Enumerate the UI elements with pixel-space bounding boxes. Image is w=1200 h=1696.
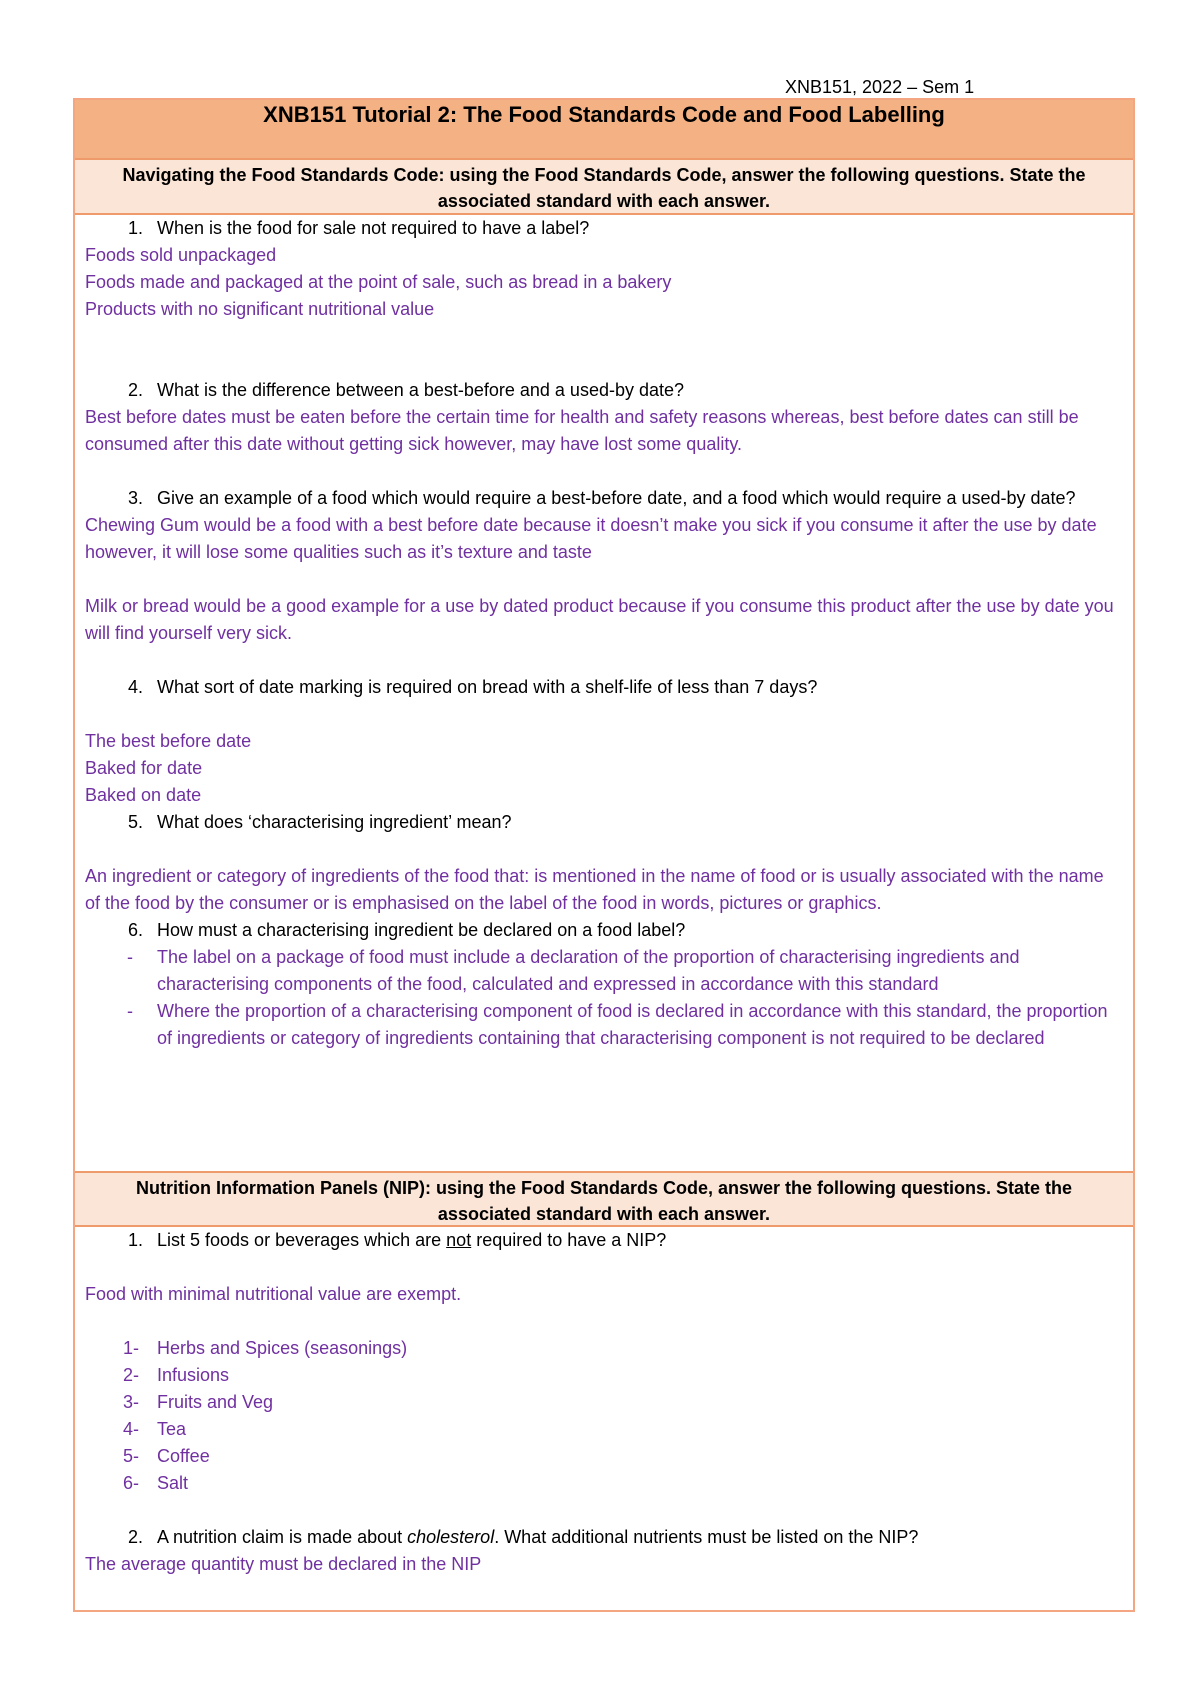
answer-line: Baked on date <box>85 785 202 805</box>
list-number: 2- <box>123 1365 140 1385</box>
list-item <box>85 1416 1123 1443</box>
list-item <box>85 1470 1123 1497</box>
nip-question-1 <box>85 1227 1123 1254</box>
section2-body <box>75 1227 1133 1610</box>
answer-line: Foods made and packaged at the point of sale, such as bread in a bakery <box>85 272 672 292</box>
section2-heading <box>75 1171 1133 1227</box>
list-text: Salt <box>157 1473 189 1493</box>
question-number: 5. <box>127 812 143 832</box>
answer-line: Baked for date <box>85 758 203 778</box>
question-1 <box>85 215 1123 242</box>
answer-line: Foods sold unpackaged <box>85 245 277 265</box>
list-text: Fruits and Veg <box>157 1392 274 1412</box>
section2-heading-line2: associated standard with each answer. <box>437 1204 771 1224</box>
question-5 <box>85 809 1123 836</box>
bullet-text: Where the proportion of a characterising component of food is declared in accordance with this standard, the proportion of ingredients or category of ingredients containing that characterising component is not required to be declared <box>157 1001 1108 1048</box>
list-text: Infusions <box>157 1365 230 1385</box>
section2-heading-line1: Nutrition Information Panels (NIP): using the Food Standards Code, answer the following questions. State the <box>135 1178 1073 1198</box>
list-number: 4- <box>123 1419 140 1439</box>
list-number: 5- <box>123 1446 140 1466</box>
underlined-word: not <box>446 1230 472 1250</box>
question-number: 1. <box>127 218 143 238</box>
list-text: Coffee <box>157 1446 210 1466</box>
question-text: When is the food for sale not required to have a label? <box>157 218 590 238</box>
course-semester-label: XNB151, 2022 – Sem 1 <box>785 77 975 97</box>
list-number: 6- <box>123 1473 140 1493</box>
bullet-dash: - <box>127 1001 133 1021</box>
section1-body <box>75 215 1133 1171</box>
answer-line: Products with no significant nutritional value <box>85 299 435 319</box>
list-item <box>85 1389 1123 1416</box>
question-number: 1. <box>127 1230 143 1250</box>
question-6 <box>85 917 1123 944</box>
question-number: 2. <box>127 1527 143 1547</box>
answer-bullet <box>85 998 1123 1052</box>
question-number: 4. <box>127 677 143 697</box>
question-text-part: List 5 foods or beverages which are <box>157 1230 447 1250</box>
question-3 <box>85 485 1123 512</box>
bullet-text: The label on a package of food must include a declaration of the proportion of characterising ingredients and characterising components of the food, calculated and expressed in accordance with this standard <box>157 947 1020 994</box>
title-row <box>75 100 1133 160</box>
question-text: What is the difference between a best-before and a used-by date? <box>157 380 685 400</box>
question-text: Give an example of a food which would require a best-before date, and a food which would require a used-by date? <box>157 488 1076 508</box>
question-text: How must a characterising ingredient be declared on a food label? <box>157 920 686 940</box>
question-number: 6. <box>127 920 143 940</box>
question-text <box>157 1524 1123 1551</box>
list-text: Herbs and Spices (seasonings) <box>157 1338 408 1358</box>
list-text: Tea <box>157 1419 187 1439</box>
list-number: 3- <box>123 1392 140 1412</box>
answer-line: The best before date <box>85 731 252 751</box>
question-number: 2. <box>127 380 143 400</box>
question-text-part: . What additional nutrients must be listed on the NIP? <box>494 1527 919 1547</box>
question-text: What does ‘characterising ingredient’ mean? <box>157 812 512 832</box>
list-item <box>85 1443 1123 1470</box>
answer-paragraph: Chewing Gum would be a food with a best before date because it doesn’t make you sick if you consume it after the use by date however, it will lose some qualities such as it’s texture and taste <box>85 515 1097 562</box>
italic-word: cholesterol <box>407 1527 495 1547</box>
answer-intro: Food with minimal nutritional value are exempt. <box>85 1284 462 1304</box>
list-number: 1- <box>123 1338 140 1358</box>
section1-heading-line1: Navigating the Food Standards Code: using the Food Standards Code, answer the following questions. State the <box>122 165 1086 185</box>
question-text-part: A nutrition claim is made about <box>157 1527 408 1547</box>
question-text <box>157 1227 1123 1254</box>
bullet-dash: - <box>127 947 133 967</box>
question-4 <box>85 674 1123 701</box>
answer-paragraph: An ingredient or category of ingredients of the food that: is mentioned in the name of food or is usually associated with the name of the food by the consumer or is emphasised on the label of the food in words, pictures or graphics. <box>85 866 1104 913</box>
list-item <box>85 1335 1123 1362</box>
tutorial-table <box>73 98 1135 1612</box>
nip-question-2 <box>85 1524 1123 1551</box>
question-text: What sort of date marking is required on bread with a shelf-life of less than 7 days? <box>157 677 818 697</box>
section1-heading-line2: associated standard with each answer. <box>437 191 771 211</box>
answer-paragraph: Best before dates must be eaten before the certain time for health and safety reasons whereas, best before dates can still be consumed after this date without getting sick however, may have lost some quality. <box>85 407 1079 454</box>
answer-line: The average quantity must be declared in the NIP <box>85 1554 482 1574</box>
list-item <box>85 1362 1123 1389</box>
section1-heading <box>75 160 1133 215</box>
answer-bullet <box>85 944 1123 998</box>
answer-paragraph: Milk or bread would be a good example for a use by dated product because if you consume this product after the use by date you will find yourself very sick. <box>85 596 1114 643</box>
page-title: XNB151 Tutorial 2: The Food Standards Code and Food Labelling <box>263 102 945 127</box>
question-text-part: required to have a NIP? <box>471 1230 667 1250</box>
question-2 <box>85 377 1123 404</box>
question-number: 3. <box>127 488 143 508</box>
